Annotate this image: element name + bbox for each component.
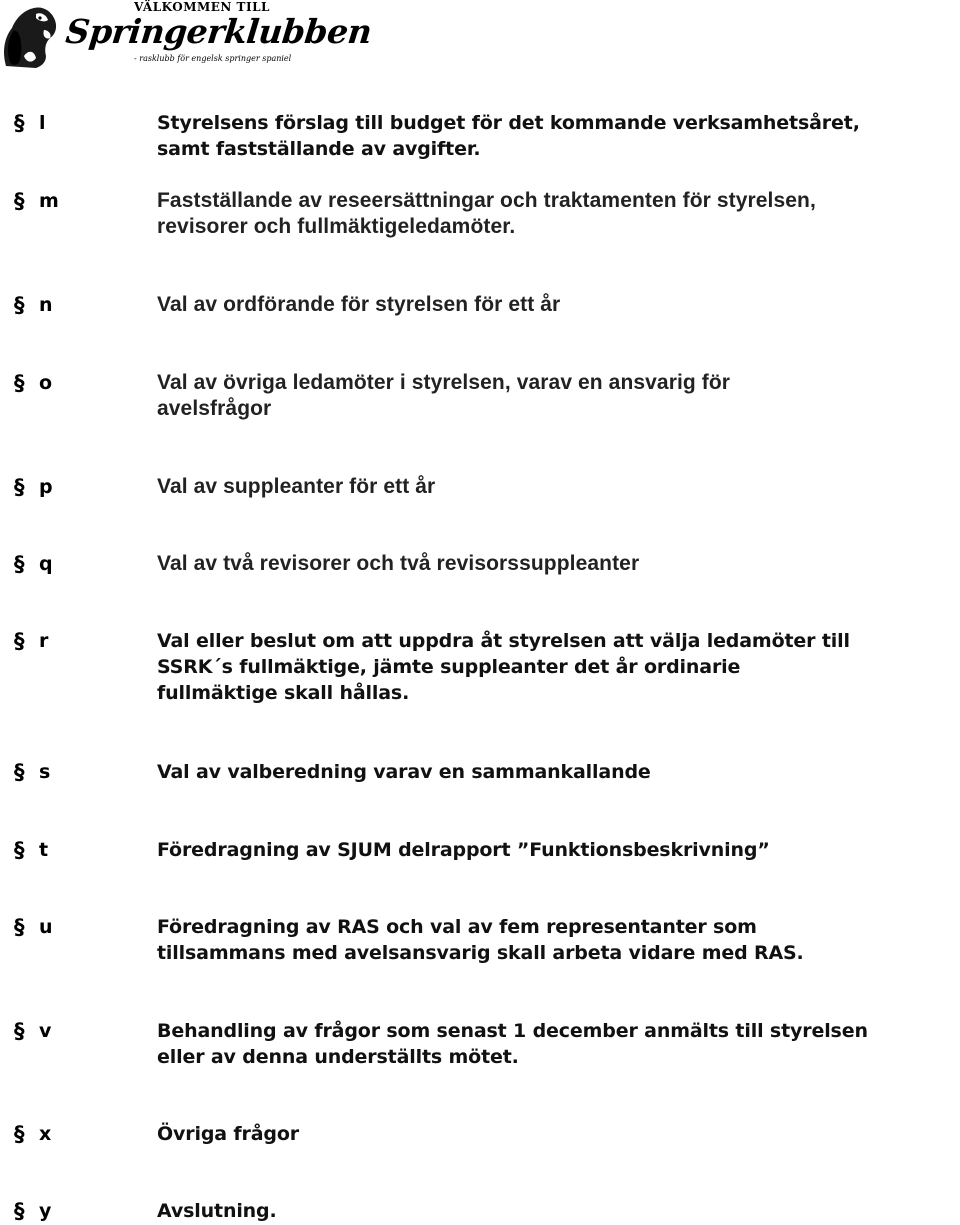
item-text [157,1121,957,1147]
section-sign: § [14,629,25,653]
item-text [157,110,957,162]
section-sign: § [14,111,25,135]
item-text-line: samt fastställande av avgifter. [157,138,481,160]
item-text [157,914,957,966]
item-text-line: Fastställande av reseersättningar och traktamenten för styrelsen, [157,189,816,212]
item-text-line: Behandling av frågor som senast 1 december anmälts till styrelsen [157,1020,868,1042]
item-text-line: Val av valberedning varav en sammankallande [157,761,651,783]
item-text-line: Val av övriga ledamöter i styrelsen, varav en ansvarig för [157,371,731,394]
section-sign: § [14,475,25,499]
section-sign: § [14,189,25,213]
item-text-line: Styrelsens förslag till budget för det kommande verksamhetsåret, [157,112,860,134]
item-text [157,474,957,500]
item-text-line: SSRK´s fullmäktige, jämte suppleanter det år ordinarie [157,656,741,678]
item-text-line: Val av suppleanter för ett år [157,475,436,498]
section-sign: § [14,915,25,939]
item-text-line: fullmäktige skall hållas. [157,682,410,704]
item-text [157,1198,957,1224]
logo-tagline: - rasklubb för engelsk springer spaniel [134,54,292,63]
item-text-line: Val av ordförande för styrelsen för ett år [157,293,561,316]
section-sign: § [14,1122,25,1146]
section-sign: § [14,1199,25,1223]
item-text-line: avelsfrågor [157,397,272,420]
item-text-line: eller av denna underställts mötet. [157,1046,519,1068]
item-letter: t [39,839,49,861]
item-letter: q [39,553,53,575]
item-text-line: Övriga frågor [157,1123,299,1145]
section-sign: § [14,838,25,862]
item-text-line: Avslutning. [157,1200,277,1222]
item-text-line: tillsammans med avelsansvarig skall arbeta vidare med RAS. [157,942,804,964]
item-letter: m [39,190,59,212]
item-letter: r [39,630,49,652]
item-text [157,551,957,577]
item-text [157,188,957,240]
item-text [157,292,957,318]
item-text [157,837,957,863]
item-letter: x [39,1123,52,1145]
item-text-line: Val eller beslut om att uppdra åt styrelsen att välja ledamöter till [157,630,850,652]
item-letter: y [39,1200,52,1222]
item-letter: n [39,294,53,316]
item-letter: p [39,476,53,498]
item-text-line: revisorer och fullmäktigeledamöter. [157,215,516,238]
logo-club-name: Springerklubben [63,12,374,51]
item-text [157,370,957,422]
item-letter: o [39,372,53,394]
item-letter: l [39,112,46,134]
item-text [157,628,957,706]
section-sign: § [14,371,25,395]
logo-welcome-text: VÄLKOMMEN TILL [134,0,270,14]
item-letter: u [39,916,53,938]
item-text-line: Föredragning av RAS och val av fem representanter som [157,916,757,938]
item-text-line: Val av två revisorer och två revisorssuppleanter [157,552,640,575]
section-sign: § [14,1019,25,1043]
section-sign: § [14,293,25,317]
item-letter: v [39,1020,52,1042]
section-sign: § [14,552,25,576]
item-text [157,1018,957,1070]
item-text [157,759,957,785]
item-text-line: Föredragning av SJUM delrapport ”Funktionsbeskrivning” [157,839,770,861]
section-sign: § [14,760,25,784]
item-letter: s [39,761,51,783]
